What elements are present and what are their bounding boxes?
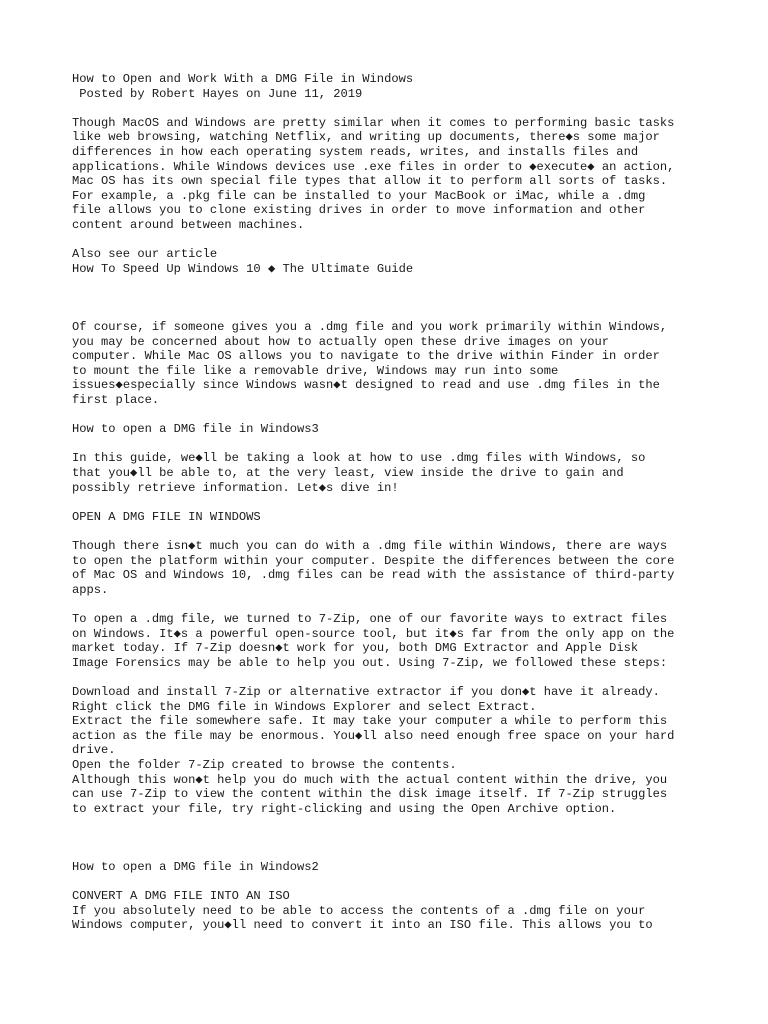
text-line: How To Speed Up Windows 10 ◆ The Ultimate Guide xyxy=(72,261,414,276)
text-line: Open the folder 7-Zip created to browse the contents. xyxy=(72,757,457,772)
text-line: OPEN A DMG FILE IN WINDOWS xyxy=(72,509,261,524)
text-line: drive. xyxy=(72,743,116,758)
text-line: that you◆ll be able to, at the very least, view inside the drive to gain and xyxy=(72,466,624,481)
text-line: issues◆especially since Windows wasn◆t designed to read and use .dmg files in the xyxy=(72,378,660,393)
blank-line xyxy=(72,233,768,248)
text-line: possibly retrieve information. Let◆s dive in! xyxy=(72,480,399,495)
text-line: content around between machines. xyxy=(72,217,305,232)
blank-line xyxy=(72,816,768,831)
text-line: Windows computer, you◆ll need to convert it into an ISO file. This allows you to xyxy=(72,918,653,933)
blank-line xyxy=(72,524,768,539)
text-line: to extract your file, try right-clicking and using the Open Archive option. xyxy=(72,801,617,816)
text-line: Right click the DMG file in Windows Explorer and select Extract. xyxy=(72,699,537,714)
text-line: can use 7-Zip to view the content within the disk image itself. If 7-Zip struggles xyxy=(72,787,668,802)
text-line: In this guide, we◆ll be taking a look at how to use .dmg files with Windows, so xyxy=(72,451,646,466)
text-line: CONVERT A DMG FILE INTO AN ISO xyxy=(72,889,290,904)
text-line: Also see our article xyxy=(72,247,218,262)
text-line: Of course, if someone gives you a .dmg file and you work primarily within Windows, xyxy=(72,320,668,335)
text-line: How to open a DMG file in Windows2 xyxy=(72,860,319,875)
blank-line xyxy=(72,597,768,612)
text-line: you may be concerned about how to actually open these drive images on your xyxy=(72,334,610,349)
text-line: Though there isn◆t much you can do with a .dmg file within Windows, there are ways xyxy=(72,539,668,553)
text-line: If you absolutely need to be able to access the contents of a .dmg file on your xyxy=(72,903,646,918)
text-line: Download and install 7-Zip or alternative extractor if you don◆t have it already. xyxy=(72,684,660,699)
text-line: applications. While Windows devices use .exe files in order to ◆execute◆ an action, xyxy=(72,159,675,174)
text-line: of Mac OS and Windows 10, .dmg files can be read with the assistance of third-party xyxy=(72,568,675,583)
blank-line xyxy=(72,437,768,452)
text-line: apps. xyxy=(72,582,109,597)
text-line: Image Forensics may be able to help you out. Using 7-Zip, we followed these steps: xyxy=(72,655,668,670)
text-line: first place. xyxy=(72,393,160,408)
text-line: differences in how each operating system reads, writes, and installs files and xyxy=(72,144,639,159)
text-line: How to Open and Work With a DMG File in Windows xyxy=(72,72,414,86)
text-line: Extract the file somewhere safe. It may take your computer a while to perform this xyxy=(72,714,668,729)
text-line: To open a .dmg file, we turned to 7-Zip, one of our favorite ways to extract files xyxy=(72,611,668,626)
blank-line xyxy=(72,101,768,116)
blank-line xyxy=(72,276,768,291)
text-line: Mac OS has its own special file types that allow it to perform all sorts of tasks. xyxy=(72,174,668,189)
text-line: file allows you to clone existing drives in order to move information and other xyxy=(72,203,646,218)
text-line: on Windows. It◆s a powerful open-source tool, but it◆s far from the only app on the xyxy=(72,626,675,641)
text-line: Though MacOS and Windows are pretty similar when it comes to performing basic tasks xyxy=(72,115,675,130)
text-line: How to open a DMG file in Windows3 xyxy=(72,422,319,437)
blank-line xyxy=(72,291,768,306)
text-line: For example, a .pkg file can be installed to your MacBook or iMac, while a .dmg xyxy=(72,188,646,203)
text-line: to open the platform within your computer. Despite the differences between the core xyxy=(72,553,675,568)
text-line: computer. While Mac OS allows you to navigate to the drive within Finder in order xyxy=(72,349,660,364)
text-line: action as the file may be enormous. You◆ll also need enough free space on your hard xyxy=(72,728,675,743)
text-line: like web browsing, watching Netflix, and writing up documents, there◆s some major xyxy=(72,130,660,145)
text-line: to mount the file like a removable drive, Windows may run into some xyxy=(72,363,559,378)
blank-line xyxy=(72,845,768,860)
blank-line xyxy=(72,875,768,890)
text-line: Posted by Robert Hayes on June 11, 2019 xyxy=(72,86,363,101)
text-line: Although this won◆t help you do much with the actual content within the drive, you xyxy=(72,772,668,787)
blank-line xyxy=(72,306,768,321)
blank-line xyxy=(72,495,768,510)
blank-line xyxy=(72,670,768,685)
blank-line xyxy=(72,831,768,846)
blank-line xyxy=(72,408,768,423)
text-line: market today. If 7-Zip doesn◆t work for you, both DMG Extractor and Apple Disk xyxy=(72,641,639,656)
